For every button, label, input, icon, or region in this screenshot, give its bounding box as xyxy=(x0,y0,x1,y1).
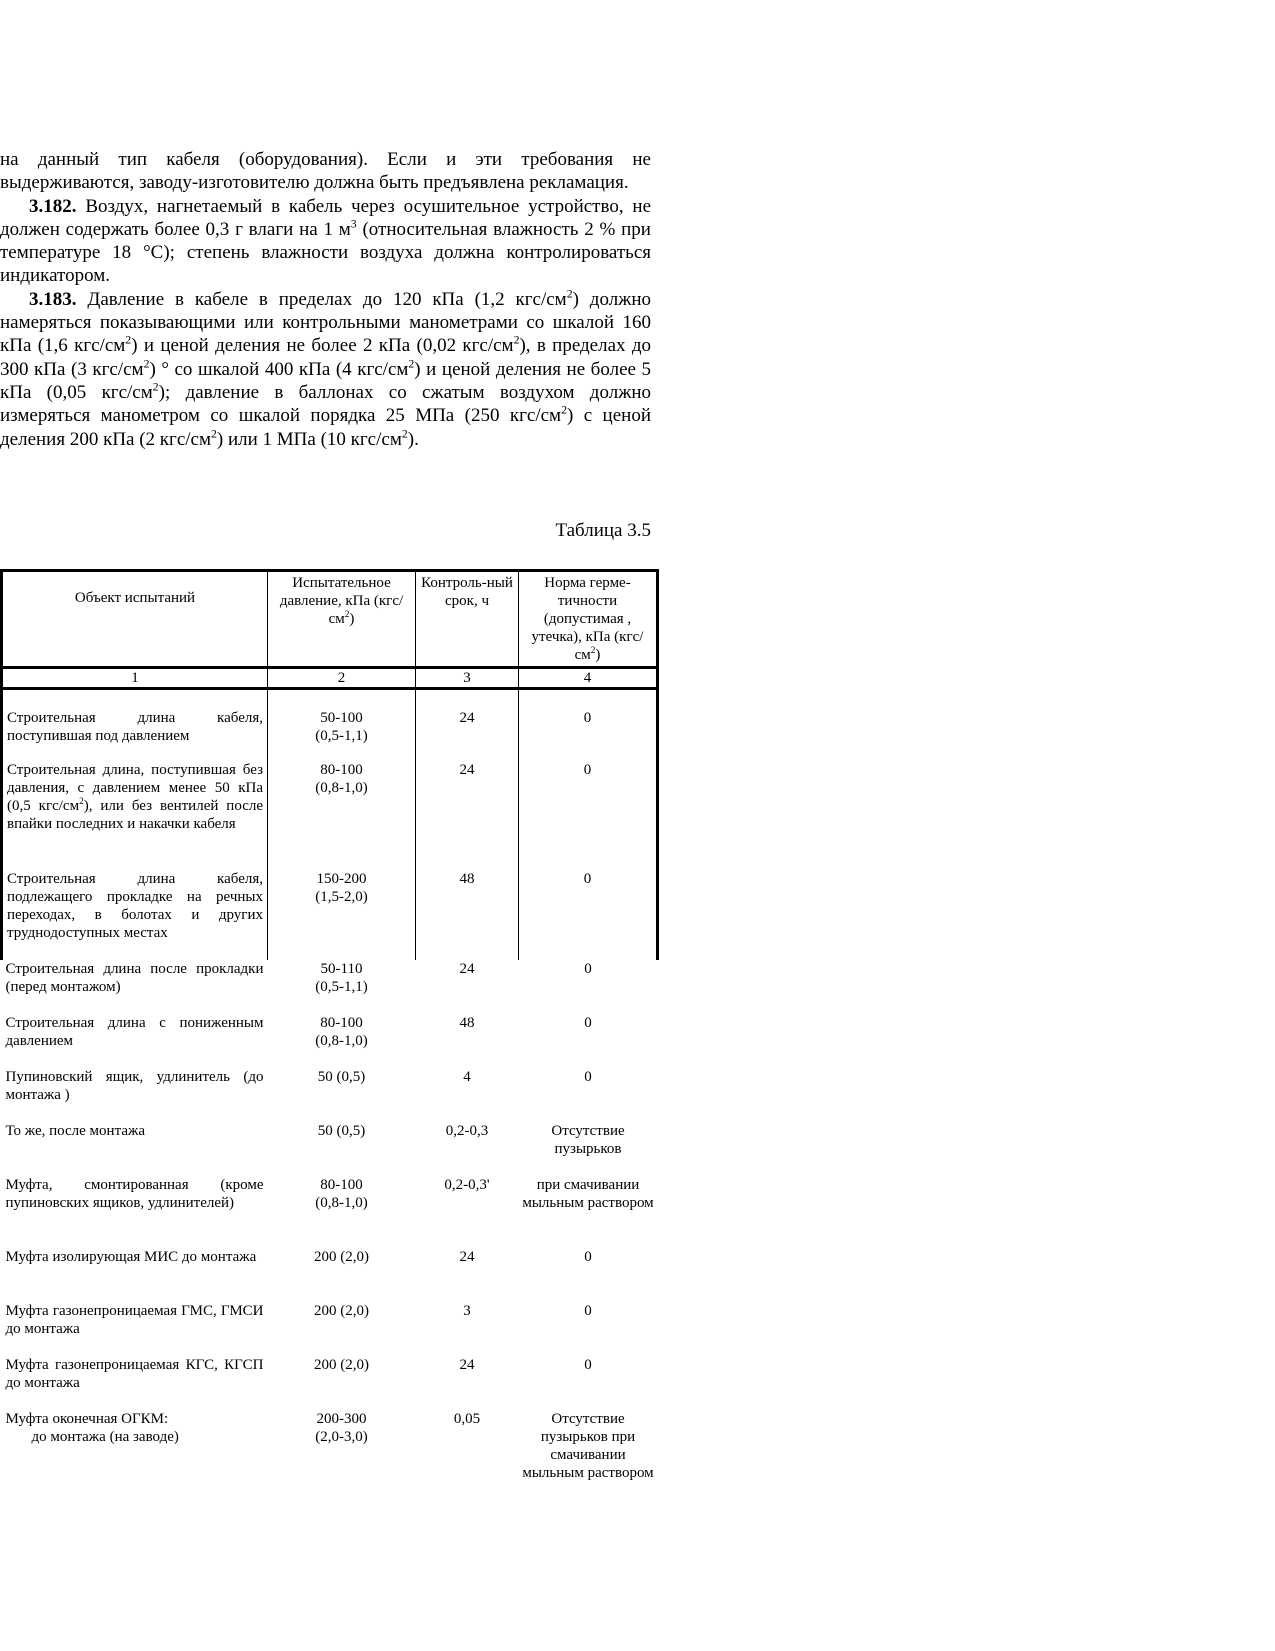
cell-object: Строительная длина после прокладки (перед монтажом) xyxy=(5,960,264,995)
cell-term: 0,05 xyxy=(453,1410,481,1427)
table-header-row xyxy=(2,571,658,668)
cell-norm: 0 xyxy=(519,870,658,960)
paragraph-text: ) и ценой деления не более 5 кПа (0,05 кгс/см xyxy=(0,358,651,403)
body-text xyxy=(0,148,651,451)
superscript: 2 xyxy=(408,357,415,371)
table-row xyxy=(2,689,658,761)
cell-object xyxy=(2,761,268,870)
paragraph-text: ) и ценой деления не более 2 кПа (0,02 кгс/см xyxy=(131,335,514,357)
cell-norm: 0 xyxy=(584,1356,592,1373)
cell-object xyxy=(2,1410,268,1500)
paragraph-text: ) с ценой деления 200 кПа (2 кгс/см xyxy=(0,405,651,450)
paragraph-text: ) ° со шкалой 400 кПа (4 кгс/см xyxy=(149,358,409,380)
column-number: 1 xyxy=(2,668,268,689)
paragraph-text: ), в пределах до 300 кПа (3 кгс/см xyxy=(0,335,651,380)
cell-subitem: до монтажа (на заводе) xyxy=(31,1428,179,1445)
superscript: 2 xyxy=(125,334,132,348)
superscript: 2 xyxy=(561,403,567,417)
table-row xyxy=(2,1248,658,1302)
cell-norm: 0 xyxy=(584,960,592,977)
cell-term: 24 xyxy=(459,1356,475,1373)
table-row xyxy=(2,1068,658,1122)
header-text: Испытательное давление, кПа (кгс/см xyxy=(279,575,404,627)
paragraph-text: Давление в кабеле в пределах до 120 кПа (1,2 кгс/см xyxy=(76,288,567,310)
header-norm xyxy=(519,571,658,668)
column-number: 3 xyxy=(416,668,519,689)
cell-norm: Отсутствие пузырьков xyxy=(551,1122,625,1157)
superscript: 2 xyxy=(401,427,408,441)
column-number: 2 xyxy=(268,668,416,689)
table-container xyxy=(0,569,656,1500)
cell-object: Муфта газонепроницаемая ГМС, ГМСИ до монтажа xyxy=(5,1302,264,1337)
column-number-row xyxy=(2,668,658,689)
cell-pressure: 200 (2,0) xyxy=(314,1248,369,1265)
table-row xyxy=(2,1122,658,1176)
cell-term: 4 xyxy=(463,1068,471,1085)
superscript: 2 xyxy=(152,380,159,394)
cell-text: ), или без вентилей после впайки последних и накачки кабеля xyxy=(7,797,263,832)
cell-pressure: 200 (2,0) xyxy=(314,1356,369,1373)
superscript: 2 xyxy=(513,334,520,348)
table-row xyxy=(2,1014,658,1068)
cell-norm: 0 xyxy=(584,1302,592,1319)
table-row xyxy=(2,761,658,870)
paragraph-continuation: на данный тип кабеля (оборудования). Если и эти требования не выдерживаются, заводу-изготовителю должна быть предъявлена рекламация. xyxy=(0,149,651,194)
cell-term: 3 xyxy=(463,1302,471,1319)
test-table xyxy=(0,569,659,1500)
paragraph-text: ) должно намеряться показывающими или контрольными манометрами со шкалой 160 кПа (1,6 кгс/см xyxy=(0,288,651,357)
paragraph-text: (относительная влажность 2 % при температуре 18 °С); степень влажности воздуха должна контролироваться индикатором. xyxy=(0,218,651,287)
paragraph-3-183 xyxy=(0,288,651,451)
cell-object: То же, после монтажа xyxy=(5,1122,145,1139)
table-caption: Таблица 3.5 xyxy=(555,520,651,541)
cell-object: Строительная длина кабеля, поступившая под давлением xyxy=(2,689,268,761)
cell-term: 0,2-0,3 xyxy=(445,1122,489,1139)
superscript: 2 xyxy=(211,427,217,441)
paragraph-text: Воздух, нагнетаемый в кабель через осушительное устройство, не должен содержать более 0,3 г влаги на 1 м xyxy=(0,195,651,240)
superscript: 2 xyxy=(143,357,150,371)
paragraph-3-182 xyxy=(0,195,651,288)
cell-object: Муфта газонепроницаемая КГС, КГСП до монтажа xyxy=(5,1356,264,1391)
paragraph-text: ) или 1 МПа (10 кгс/см xyxy=(216,428,402,450)
cell-pressure: 150-200 (1,5-2,0) xyxy=(268,870,416,960)
cell-norm: 0 xyxy=(519,761,658,870)
cell-text: Строительная длина, поступившая без давления, с давлением менее 50 кПа (0,5 кгс/см xyxy=(7,761,263,814)
table-row xyxy=(2,1176,658,1248)
cell-term: 48 xyxy=(459,1014,475,1031)
table-row xyxy=(2,870,658,960)
clause-number: 3.183. xyxy=(29,288,77,310)
cell-object: Строительная длина кабеля, подлежащего прокладке на речных переходах, в болотах и других труднодоступных местах xyxy=(2,870,268,960)
cell-norm: Отсутствие пузырьков при смачивании мыльным раствором xyxy=(522,1410,654,1481)
cell-pressure: 200-300 (2,0-3,0) xyxy=(315,1410,368,1445)
paragraph-text: ). xyxy=(407,428,419,450)
header-text: ) xyxy=(595,647,601,663)
superscript: 3 xyxy=(350,217,357,231)
cell-pressure: 80-100 (0,8-1,0) xyxy=(315,1014,368,1049)
cell-norm: 0 xyxy=(584,1248,592,1265)
header-text: ) xyxy=(349,611,355,627)
cell-object: Муфта изолирующая МИС до монтажа xyxy=(5,1248,257,1265)
cell-object: Пупиновский ящик, удлинитель (до монтажа ) xyxy=(5,1068,264,1103)
cell-pressure: 50-100 (0,5-1,1) xyxy=(268,689,416,761)
cell-term: 24 xyxy=(459,960,475,977)
cell-term: 48 xyxy=(416,870,519,960)
clause-number: 3.182. xyxy=(29,195,77,217)
header-text: Норма герме-тичности (допустимая , утечка), кПа (кгс/см xyxy=(531,575,644,663)
cell-term: 24 xyxy=(459,1248,475,1265)
cell-pressure: 80-100 (0,8-1,0) xyxy=(315,1176,368,1211)
cell-text: Муфта оконечная ОГКМ: xyxy=(5,1410,169,1427)
paragraph-text: ); давление в баллонах со сжатым воздухом должно измеряться манометром со шкалой порядка 25 МПа (250 кгс/см xyxy=(0,381,652,427)
table-row xyxy=(2,1302,658,1356)
header-object: Объект испытаний xyxy=(2,571,268,668)
cell-norm: 0 xyxy=(584,1014,592,1031)
cell-term: 24 xyxy=(416,689,519,761)
table-row xyxy=(2,960,658,1014)
table-row xyxy=(2,1356,658,1410)
header-term: Контроль-ный срок, ч xyxy=(416,571,519,668)
cell-object: Строительная длина с пониженным давлением xyxy=(5,1014,264,1049)
column-number: 4 xyxy=(519,668,658,689)
superscript: 2 xyxy=(344,610,350,620)
cell-term: 24 xyxy=(416,761,519,870)
cell-norm: при смачивании мыльным раствором xyxy=(522,1176,654,1211)
cell-pressure: 50-110 (0,5-1,1) xyxy=(315,960,368,995)
cell-pressure: 50 (0,5) xyxy=(317,1068,366,1085)
superscript: 2 xyxy=(590,646,596,656)
table-row xyxy=(2,1410,658,1500)
superscript: 2 xyxy=(566,287,573,301)
cell-norm: 0 xyxy=(584,1068,592,1085)
cell-pressure: 200 (2,0) xyxy=(314,1302,369,1319)
cell-object: Муфта, смонтированная (кроме пупиновских ящиков, удлинителей) xyxy=(5,1176,264,1211)
cell-pressure: 50 (0,5) xyxy=(317,1122,366,1139)
cell-term: 0,2-0,3' xyxy=(444,1176,490,1193)
superscript: 2 xyxy=(79,796,84,807)
cell-pressure: 80-100 (0,8-1,0) xyxy=(268,761,416,870)
cell-norm: 0 xyxy=(519,689,658,761)
header-pressure xyxy=(268,571,416,668)
